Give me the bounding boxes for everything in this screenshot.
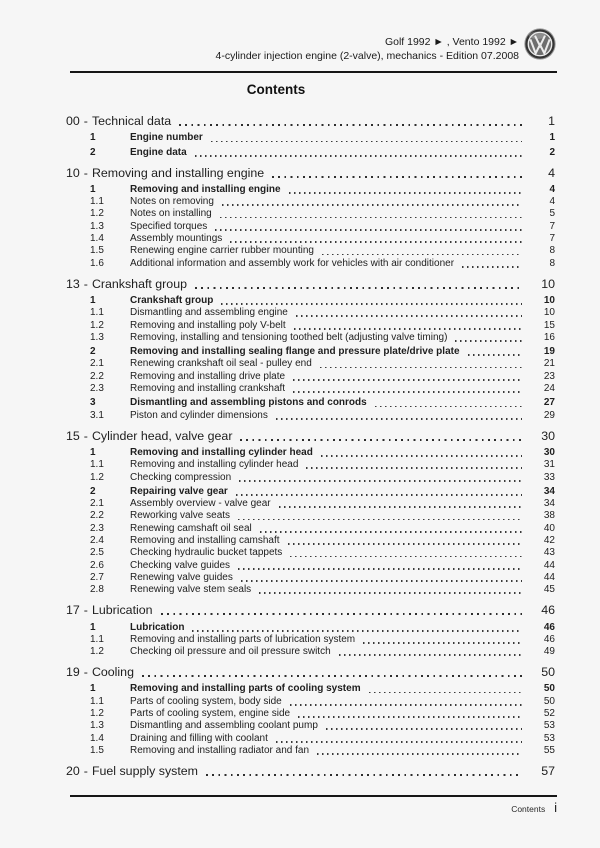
toc-entry-row bbox=[66, 745, 555, 757]
chapter-page-number: 57 bbox=[541, 763, 555, 778]
dot-leader bbox=[293, 379, 522, 381]
entry-title: Piston and cylinder dimensions bbox=[130, 409, 268, 421]
chapter-number: 20 bbox=[66, 763, 80, 778]
entry-page-number: 1 bbox=[549, 132, 555, 144]
chapter-separator: - bbox=[83, 428, 88, 443]
entry-page-number: 52 bbox=[543, 707, 555, 719]
entry-number: 1.5 bbox=[90, 245, 104, 257]
dot-leader bbox=[238, 519, 522, 521]
toc-section bbox=[66, 428, 555, 597]
entry-number: 1 bbox=[90, 621, 96, 633]
chapter-row bbox=[66, 113, 555, 129]
chapter-row bbox=[66, 276, 555, 292]
entry-title: Checking compression bbox=[130, 471, 232, 483]
toc-entry-row bbox=[66, 572, 555, 584]
dot-leader bbox=[259, 592, 522, 594]
chapter-number: 00 bbox=[66, 114, 80, 128]
entry-number: 2.2 bbox=[90, 510, 104, 522]
toc-entry-row bbox=[66, 522, 555, 534]
toc-section bbox=[66, 664, 555, 757]
entry-title: Checking hydraulic bucket tappets bbox=[130, 547, 283, 559]
entry-title: Renewing camshaft oil seal bbox=[130, 522, 252, 534]
entry-number: 2.3 bbox=[90, 522, 104, 534]
chapter-title: Fuel supply system bbox=[91, 763, 198, 778]
dot-leader bbox=[322, 254, 522, 256]
dot-leader bbox=[468, 354, 522, 356]
chapter-page-number: 4 bbox=[548, 165, 555, 180]
entry-page-number: 53 bbox=[543, 720, 555, 732]
entry-page-number: 27 bbox=[543, 397, 555, 409]
toc-entry-row bbox=[66, 584, 555, 596]
entry-page-number: 33 bbox=[543, 471, 555, 483]
toc-entry-row bbox=[66, 732, 555, 744]
entry-title: Removing and installing parts of lubrication system bbox=[130, 633, 356, 645]
toc-entry-row bbox=[66, 559, 555, 571]
entry-number: 1.1 bbox=[90, 459, 104, 471]
entry-title: Removing and installing crankshaft bbox=[130, 383, 286, 395]
entry-number: 1.1 bbox=[90, 307, 104, 319]
chapter-page-number: 46 bbox=[541, 603, 555, 618]
chapter-row bbox=[66, 428, 555, 444]
entry-number: 1.4 bbox=[90, 732, 104, 744]
entry-page-number: 5 bbox=[549, 208, 555, 220]
entry-page-number: 10 bbox=[543, 294, 555, 306]
entry-page-number: 8 bbox=[549, 245, 555, 257]
dot-leader bbox=[289, 192, 522, 194]
dot-leader bbox=[272, 176, 522, 178]
toc-entry-row bbox=[66, 447, 555, 459]
entry-title: Removing and installing drive plate bbox=[130, 370, 286, 382]
entry-title: Checking oil pressure and oil pressure switch bbox=[130, 646, 331, 658]
chapter-number: 13 bbox=[66, 276, 80, 291]
chapter-page-number: 1 bbox=[548, 114, 555, 128]
entry-title: Assembly overview - valve gear bbox=[130, 498, 271, 510]
entry-page-number: 44 bbox=[543, 559, 555, 571]
entry-page-number: 23 bbox=[543, 370, 555, 382]
entry-number: 1 bbox=[90, 132, 96, 144]
entry-page-number: 16 bbox=[543, 331, 555, 343]
entry-title: Specified torques bbox=[130, 220, 208, 232]
dot-leader bbox=[206, 774, 522, 776]
entry-title: Removing and installing sealing flange and pressure plate/drive plate bbox=[130, 346, 460, 358]
chapter-title: Lubrication bbox=[91, 603, 153, 618]
dot-leader bbox=[375, 406, 522, 408]
entry-page-number: 49 bbox=[543, 646, 555, 658]
toc-entry-row bbox=[66, 695, 555, 707]
dot-leader bbox=[221, 303, 522, 305]
vw-logo-icon bbox=[524, 28, 556, 60]
dot-leader bbox=[363, 642, 522, 644]
entry-number: 1.1 bbox=[90, 633, 104, 645]
entry-page-number: 21 bbox=[543, 358, 555, 370]
entry-number: 3 bbox=[90, 397, 96, 409]
entry-page-number: 4 bbox=[549, 196, 555, 208]
entry-page-number: 40 bbox=[543, 522, 555, 534]
entry-title: Dismantling and assembling engine bbox=[130, 307, 288, 319]
toc-entry-row bbox=[66, 295, 555, 307]
entry-title: Engine number bbox=[130, 132, 203, 144]
entry-title: Renewing engine carrier rubber mounting bbox=[130, 245, 314, 257]
toc-entry-row bbox=[66, 486, 555, 498]
entry-number: 1 bbox=[90, 683, 96, 695]
entry-number: 1 bbox=[90, 294, 96, 306]
chapter-title: Crankshaft group bbox=[91, 276, 187, 291]
toc-entry-row bbox=[66, 132, 555, 144]
entry-number: 2.3 bbox=[90, 383, 104, 395]
chapter-separator: - bbox=[83, 114, 88, 128]
toc-entry-row bbox=[66, 184, 555, 196]
entry-page-number: 46 bbox=[543, 633, 555, 645]
entry-title: Engine data bbox=[130, 146, 187, 158]
dot-leader bbox=[326, 728, 522, 730]
entry-number: 1.4 bbox=[90, 233, 104, 245]
toc-entry-row bbox=[66, 307, 555, 319]
entry-page-number: 38 bbox=[543, 510, 555, 522]
entry-page-number: 50 bbox=[543, 695, 555, 707]
entry-number: 1.6 bbox=[90, 257, 104, 269]
entry-number: 2 bbox=[90, 485, 96, 497]
header-edition-line: 4-cylinder injection engine (2-valve), mechanics - Edition 07.2008 bbox=[215, 49, 519, 62]
toc-entry-row bbox=[66, 708, 555, 720]
page-footer bbox=[511, 801, 557, 815]
toc-entry-row bbox=[66, 646, 555, 658]
entry-title: Renewing valve stem seals bbox=[130, 584, 252, 596]
toc-entry-row bbox=[66, 621, 555, 633]
toc-entry-row bbox=[66, 634, 555, 646]
toc-section bbox=[66, 276, 555, 422]
dot-leader bbox=[195, 155, 522, 157]
toc-entry-row bbox=[66, 370, 555, 382]
entry-title: Assembly mountings bbox=[130, 233, 223, 245]
entry-number: 1.3 bbox=[90, 720, 104, 732]
dot-leader bbox=[192, 630, 522, 632]
chapter-row bbox=[66, 165, 555, 181]
footer-page-number: i bbox=[554, 801, 557, 815]
dot-leader bbox=[298, 716, 522, 718]
entry-number: 1.1 bbox=[90, 196, 104, 208]
entry-number: 2.4 bbox=[90, 535, 104, 547]
dot-leader bbox=[321, 455, 522, 457]
chapter-row bbox=[66, 763, 555, 779]
dot-leader bbox=[211, 141, 522, 143]
entry-number: 1.1 bbox=[90, 695, 104, 707]
entry-title: Checking valve guides bbox=[130, 559, 231, 571]
toc-section bbox=[66, 165, 555, 270]
toc-entry-row bbox=[66, 319, 555, 331]
dot-leader bbox=[241, 580, 522, 582]
entry-title: Parts of cooling system, engine side bbox=[130, 707, 291, 719]
chapter-separator: - bbox=[83, 276, 88, 291]
entry-title: Reworking valve seats bbox=[130, 510, 231, 522]
dot-leader bbox=[240, 439, 522, 441]
toc-entry-row bbox=[66, 257, 555, 269]
chapter-separator: - bbox=[83, 665, 88, 680]
entry-number: 1.2 bbox=[90, 319, 104, 331]
dot-leader bbox=[462, 266, 522, 268]
section-items bbox=[66, 295, 555, 422]
entry-number: 1.2 bbox=[90, 208, 104, 220]
dot-leader bbox=[220, 217, 522, 219]
dot-leader bbox=[276, 418, 522, 420]
entry-title: Removing and installing parts of cooling system bbox=[130, 683, 361, 695]
entry-number: 1.3 bbox=[90, 331, 104, 343]
footer-divider bbox=[70, 795, 557, 797]
entry-number: 2.6 bbox=[90, 559, 104, 571]
toc-entry-row bbox=[66, 498, 555, 510]
entry-number: 1.3 bbox=[90, 220, 104, 232]
dot-leader bbox=[161, 613, 522, 615]
toc-section bbox=[66, 113, 555, 159]
entry-title: Notes on installing bbox=[130, 208, 212, 220]
dot-leader bbox=[276, 741, 522, 743]
entry-page-number: 55 bbox=[543, 744, 555, 756]
entry-number: 2 bbox=[90, 346, 96, 358]
dot-leader bbox=[306, 467, 522, 469]
dot-leader bbox=[142, 675, 522, 677]
dot-leader bbox=[290, 704, 522, 706]
entry-page-number: 50 bbox=[543, 683, 555, 695]
chapter-separator: - bbox=[83, 165, 88, 180]
dot-leader bbox=[455, 340, 522, 342]
chapter-number: 15 bbox=[66, 428, 80, 443]
dot-leader bbox=[339, 654, 522, 656]
entry-title: Crankshaft group bbox=[130, 294, 214, 306]
dot-leader bbox=[369, 692, 522, 694]
entry-page-number: 7 bbox=[549, 233, 555, 245]
entry-title: Parts of cooling system, body side bbox=[130, 695, 282, 707]
entry-title: Renewing crankshaft oil seal - pulley end bbox=[130, 358, 312, 370]
entry-page-number: 7 bbox=[549, 220, 555, 232]
section-items bbox=[66, 447, 555, 597]
toc-entry-row bbox=[66, 146, 555, 158]
toc-entry-row bbox=[66, 332, 555, 344]
chapter-title: Cooling bbox=[91, 665, 134, 680]
entry-title: Renewing valve guides bbox=[130, 571, 233, 583]
toc-entry-row bbox=[66, 471, 555, 483]
dot-leader bbox=[239, 480, 522, 482]
section-items bbox=[66, 184, 555, 270]
chapter-page-number: 50 bbox=[541, 665, 555, 680]
dot-leader bbox=[179, 124, 522, 126]
entry-number: 2.5 bbox=[90, 547, 104, 559]
entry-page-number: 30 bbox=[543, 446, 555, 458]
chapter-title: Technical data bbox=[91, 114, 172, 128]
toc-entry-row bbox=[66, 346, 555, 358]
section-items bbox=[66, 621, 555, 658]
entry-page-number: 34 bbox=[543, 485, 555, 497]
dot-leader bbox=[296, 315, 522, 317]
chapter-row bbox=[66, 664, 555, 680]
entry-page-number: 10 bbox=[543, 307, 555, 319]
entry-number: 1 bbox=[90, 183, 96, 195]
toc-entry-row bbox=[66, 208, 555, 220]
entry-title: Removing and installing cylinder head bbox=[130, 446, 313, 458]
dot-leader bbox=[294, 328, 522, 330]
chapter-number: 17 bbox=[66, 603, 80, 618]
entry-title: Removing and installing poly V-belt bbox=[130, 319, 286, 331]
chapter-row bbox=[66, 602, 555, 618]
entry-page-number: 31 bbox=[543, 459, 555, 471]
entry-title: Removing and installing cylinder head bbox=[130, 459, 299, 471]
dot-leader bbox=[320, 367, 522, 369]
entry-page-number: 24 bbox=[543, 383, 555, 395]
toc-entry-row bbox=[66, 535, 555, 547]
entry-title: Draining and filling with coolant bbox=[130, 732, 268, 744]
entry-page-number: 42 bbox=[543, 535, 555, 547]
chapter-title: Removing and installing engine bbox=[91, 165, 265, 180]
entry-page-number: 4 bbox=[549, 183, 555, 195]
section-items bbox=[66, 683, 555, 757]
dot-leader bbox=[195, 287, 522, 289]
dot-leader bbox=[279, 506, 522, 508]
toc-entry-row bbox=[66, 397, 555, 409]
entry-title: Additional information and assembly work for vehicles with air conditioner bbox=[130, 257, 455, 269]
toc-entry-row bbox=[66, 547, 555, 559]
entry-page-number: 8 bbox=[549, 257, 555, 269]
entry-number: 2.1 bbox=[90, 358, 104, 370]
toc-section bbox=[66, 763, 555, 779]
entry-number: 1.2 bbox=[90, 471, 104, 483]
header-model-line: Golf 1992 ► , Vento 1992 ► bbox=[384, 36, 519, 48]
entry-page-number: 2 bbox=[549, 146, 555, 158]
entry-title: Notes on removing bbox=[130, 196, 214, 208]
entry-title: Removing, installing and tensioning toothed belt (adjusting valve timing) bbox=[130, 331, 448, 343]
toc-entry-row bbox=[66, 409, 555, 421]
chapter-page-number: 10 bbox=[541, 276, 555, 291]
chapter-number: 19 bbox=[66, 665, 80, 680]
toc-entry-row bbox=[66, 358, 555, 370]
toc-entry-row bbox=[66, 683, 555, 695]
chapter-page-number: 30 bbox=[541, 428, 555, 443]
entry-title: Removing and installing radiator and fan bbox=[130, 744, 309, 756]
entry-page-number: 29 bbox=[543, 409, 555, 421]
entry-title: Lubrication bbox=[130, 621, 185, 633]
entry-number: 2.1 bbox=[90, 498, 104, 510]
dot-leader bbox=[317, 753, 522, 755]
dot-leader bbox=[236, 494, 522, 496]
entry-number: 3.1 bbox=[90, 409, 104, 421]
entry-number: 1.2 bbox=[90, 707, 104, 719]
header-divider bbox=[70, 71, 557, 73]
entry-number: 2.2 bbox=[90, 370, 104, 382]
entry-page-number: 43 bbox=[543, 547, 555, 559]
chapter-separator: - bbox=[83, 763, 88, 778]
entry-page-number: 45 bbox=[543, 584, 555, 596]
entry-number: 1.2 bbox=[90, 646, 104, 658]
entry-page-number: 19 bbox=[543, 346, 555, 358]
toc-entry-row bbox=[66, 245, 555, 257]
entry-page-number: 46 bbox=[543, 621, 555, 633]
toc-entry-row bbox=[66, 720, 555, 732]
page-title: Contents bbox=[246, 82, 306, 97]
toc-entry-row bbox=[66, 459, 555, 471]
footer-section-label: Contents bbox=[511, 804, 546, 814]
toc-entry-row bbox=[66, 196, 555, 208]
entry-number: 2.7 bbox=[90, 571, 104, 583]
entry-page-number: 15 bbox=[543, 319, 555, 331]
toc-entry-row bbox=[66, 510, 555, 522]
dot-leader bbox=[238, 568, 522, 570]
entry-number: 1.5 bbox=[90, 744, 104, 756]
entry-title: Repairing valve gear bbox=[130, 485, 228, 497]
entry-title: Removing and installing engine bbox=[130, 183, 281, 195]
dot-leader bbox=[290, 556, 522, 558]
section-items bbox=[66, 132, 555, 159]
page-header bbox=[216, 36, 520, 63]
entry-number: 2 bbox=[90, 146, 96, 158]
toc-entry-row bbox=[66, 383, 555, 395]
entry-title: Dismantling and assembling coolant pump bbox=[130, 720, 318, 732]
chapter-number: 10 bbox=[66, 165, 80, 180]
dot-leader bbox=[230, 241, 522, 243]
toc-entry-row bbox=[66, 220, 555, 232]
dot-leader bbox=[215, 229, 522, 231]
toc-section bbox=[66, 602, 555, 658]
dot-leader bbox=[222, 204, 522, 206]
dot-leader bbox=[288, 543, 522, 545]
entry-number: 1 bbox=[90, 446, 96, 458]
entry-page-number: 34 bbox=[543, 498, 555, 510]
entry-title: Removing and installing camshaft bbox=[130, 535, 280, 547]
entry-title: Dismantling and assembling pistons and conrods bbox=[130, 397, 367, 409]
entry-page-number: 44 bbox=[543, 571, 555, 583]
entry-page-number: 53 bbox=[543, 732, 555, 744]
dot-leader bbox=[260, 531, 522, 533]
chapter-separator: - bbox=[83, 603, 88, 618]
table-of-contents bbox=[66, 113, 555, 782]
entry-number: 2.8 bbox=[90, 584, 104, 596]
dot-leader bbox=[293, 391, 522, 393]
toc-entry-row bbox=[66, 233, 555, 245]
chapter-title: Cylinder head, valve gear bbox=[91, 428, 233, 443]
